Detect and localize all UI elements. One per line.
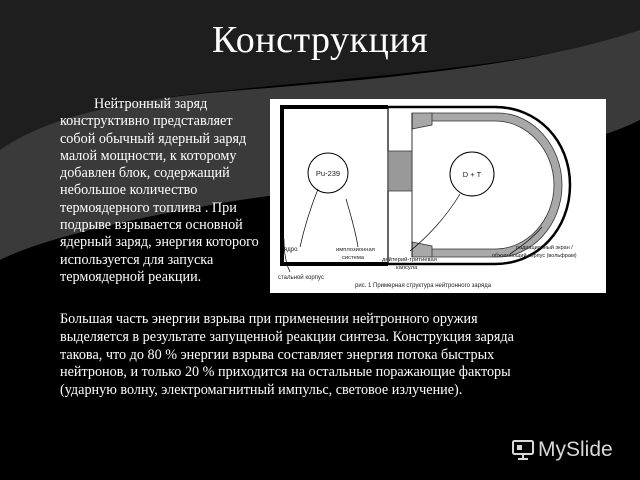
intro-paragraph-text: Нейтронный заряд конструктивно представляет собой обычный ядерный заряд малой мощности, к которому добавлен блок, содержащий небольшое количество термоядерного топлива . При подрыве взрывается основной ядерный заряд, энергия которого используется для запуска термоядерной реакции. <box>60 96 259 285</box>
pu-label: Pu-239 <box>315 169 341 178</box>
myslide-logo <box>511 436 613 464</box>
capsule-label-2: капсула <box>396 265 418 271</box>
logo-text: MySlide <box>538 438 613 461</box>
main-paragraph: Большая часть энергии взрыва при применении нейтронного оружия выделяется в результате запущенной реакции синтеза. Конструкция заряда такова, что до 80 % энергии взрыва составляет энергия потока быстрых нейтронов, и только 20 % приходится на остальные поражающие факторы (ударную волну, электромагнитный импульс, световое излучение). <box>60 311 514 399</box>
neutron-charge-diagram <box>270 99 606 293</box>
capsule-label-1: дейтерий-тритиевая <box>382 257 437 263</box>
implosion-label-1: имплозионная <box>336 247 375 253</box>
slide-icon <box>511 438 535 462</box>
slide-title: Конструкция <box>211 19 429 61</box>
steel-casing-label: стальной корпус <box>278 275 324 281</box>
radiation-shield-label-1: радиационный экран / <box>516 245 573 251</box>
core-label: ядро <box>284 247 298 253</box>
intro-paragraph <box>60 96 265 286</box>
dt-label: D + T <box>462 170 482 179</box>
radiation-shield-label-2: обжимающий корпус (вольфрам) <box>492 253 577 259</box>
figure-caption: рис. 1 Примерная структура нейтронного заряда <box>355 283 492 289</box>
implosion-label-2: система <box>342 255 365 261</box>
